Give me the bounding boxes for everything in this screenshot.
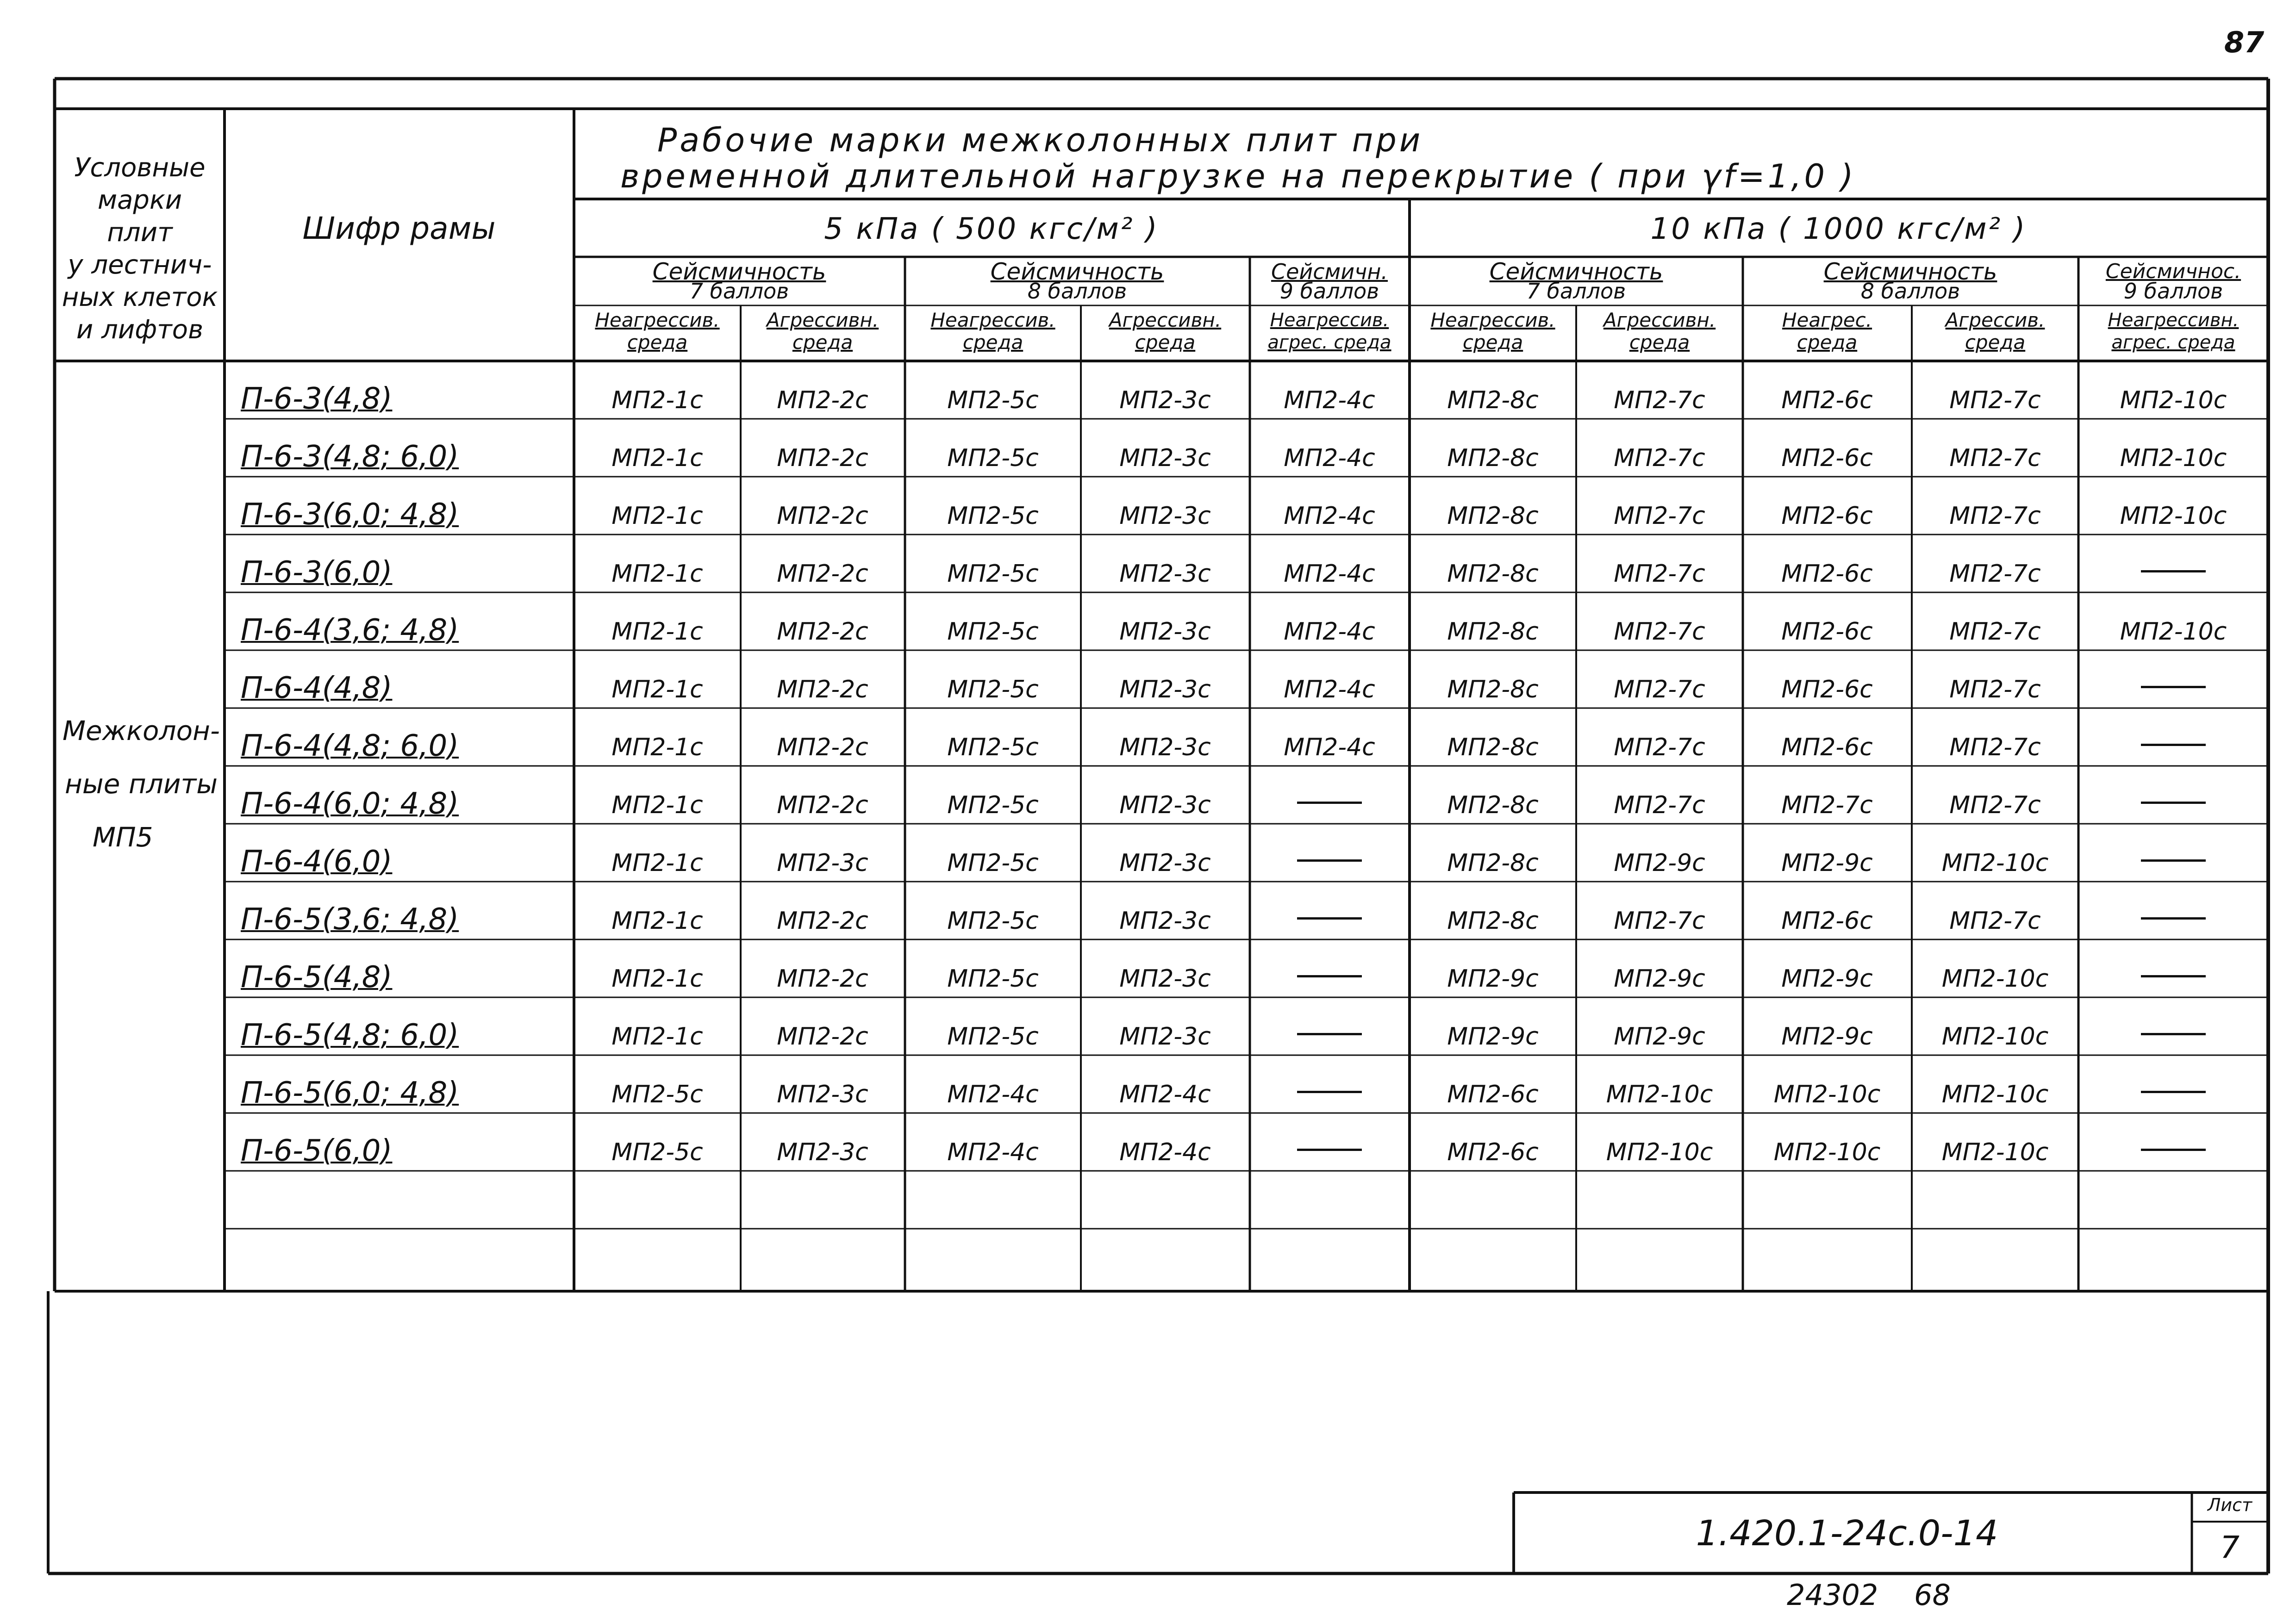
plate-mark-cell: МП2-7с xyxy=(1614,734,1705,761)
plate-mark-cell: МП2-3с xyxy=(1119,849,1211,877)
plate-mark-cell: МП2-7с xyxy=(1949,502,2041,530)
plate-mark-cell: МП2-2с xyxy=(777,907,868,935)
plate-mark-cell: МП2-3с xyxy=(1119,907,1211,935)
empty-dash xyxy=(1297,1033,1362,1035)
plate-mark-cell: МП2-4с xyxy=(1284,502,1375,530)
plate-mark-cell: МП2-10с xyxy=(1941,1023,2049,1051)
frame-code: П-6-5(4,8; 6,0) xyxy=(241,1018,459,1052)
empty-dash xyxy=(2141,917,2206,920)
plate-mark-cell: МП2-8с xyxy=(1447,907,1539,935)
plate-mark-cell: МП2-4с xyxy=(1119,1138,1211,1166)
plate-mark-cell: МП2-1с xyxy=(611,676,703,703)
plate-mark-cell: МП2-5с xyxy=(611,1081,703,1108)
plate-mark-cell: МП2-3с xyxy=(777,849,868,877)
plate-mark-cell: МП2-1с xyxy=(611,1023,703,1051)
plate-mark-cell: МП2-5с xyxy=(947,791,1039,819)
plate-mark-cell: МП2-2с xyxy=(777,560,868,588)
frame-code: П-6-5(6,0) xyxy=(241,1134,393,1168)
header-col-marks-line: и лифтов xyxy=(76,315,204,345)
plate-mark-cell: МП2-10с xyxy=(1606,1138,1713,1166)
plate-mark-cell: МП2-4с xyxy=(947,1138,1039,1166)
header-title-line2: временной длительной нагрузке на перекрытие ( при γf=1,0 ) xyxy=(620,157,1856,195)
header-env: Неагрессив. xyxy=(930,309,1055,331)
plate-mark-cell: МП2-2с xyxy=(777,965,868,993)
frame-code: П-6-3(6,0) xyxy=(241,555,393,590)
plate-mark-cell: МП2-3с xyxy=(1119,965,1211,993)
plate-mark-cell: МП2-6с xyxy=(1781,734,1873,761)
header-seismic: Сейсмичность xyxy=(1823,258,1997,285)
plate-mark-cell: МП2-8с xyxy=(1447,444,1539,472)
empty-dash xyxy=(1297,1149,1362,1151)
header-title-line1: Рабочие марки межколонных плит при xyxy=(657,121,1423,159)
empty-dash xyxy=(2141,1033,2206,1035)
empty-dash xyxy=(2141,570,2206,572)
plate-mark-cell: МП2-7с xyxy=(1949,676,2041,703)
plate-mark-cell: МП2-9с xyxy=(1614,849,1705,877)
plate-mark-cell: МП2-9с xyxy=(1447,1023,1539,1051)
plate-mark-cell: МП2-7с xyxy=(1614,618,1705,646)
plate-mark-cell: МП2-5с xyxy=(947,849,1039,877)
header-env: среда xyxy=(627,331,688,354)
plate-mark-cell: МП2-8с xyxy=(1447,560,1539,588)
plate-mark-cell: МП2-10с xyxy=(1773,1138,1881,1166)
plate-mark-cell: МП2-3с xyxy=(777,1138,868,1166)
frame-code: П-6-4(6,0) xyxy=(241,845,393,879)
header-env: среда xyxy=(962,331,1023,354)
frame-code: П-6-5(3,6; 4,8) xyxy=(241,902,459,937)
plate-mark-cell: МП2-7с xyxy=(1949,618,2041,646)
plate-mark-cell: МП2-5с xyxy=(947,444,1039,472)
plate-mark-cell: МП2-7с xyxy=(1614,502,1705,530)
plate-mark-cell: МП2-4с xyxy=(1284,618,1375,646)
plate-mark-cell: МП2-7с xyxy=(1614,907,1705,935)
plate-mark-cell: МП2-2с xyxy=(777,444,868,472)
header-env: агрес. среда xyxy=(2111,332,2235,353)
header-seismic: 9 баллов xyxy=(1279,279,1379,304)
plate-mark-cell: МП2-10с xyxy=(1773,1081,1881,1108)
empty-dash xyxy=(2141,686,2206,688)
plate-mark-cell: МП2-2с xyxy=(777,791,868,819)
header-env: среда xyxy=(1965,331,2026,354)
plate-mark-cell: МП2-3с xyxy=(1119,560,1211,588)
plate-mark-cell: МП2-7с xyxy=(1949,734,2041,761)
plate-mark-cell: МП2-5с xyxy=(947,502,1039,530)
plate-mark-cell: МП2-2с xyxy=(777,386,868,414)
plate-mark-cell: МП2-1с xyxy=(611,444,703,472)
plate-mark-cell: МП2-5с xyxy=(947,734,1039,761)
frame-code: П-6-5(4,8) xyxy=(241,960,393,995)
sheet-number: 7 xyxy=(2220,1530,2240,1565)
header-seismic: 7 баллов xyxy=(689,279,789,304)
plate-mark-cell: МП2-7с xyxy=(1614,560,1705,588)
header-load-10kpa: 10 кПа ( 1000 кгс/м² ) xyxy=(1650,212,2027,246)
plate-mark-cell: МП2-8с xyxy=(1447,676,1539,703)
frame-code: П-6-4(6,0; 4,8) xyxy=(241,787,459,821)
plate-mark-cell: МП2-4с xyxy=(1284,386,1375,414)
plate-mark-cell: МП2-8с xyxy=(1447,734,1539,761)
plate-mark-cell: МП2-7с xyxy=(1781,791,1873,819)
plate-mark-cell: МП2-4с xyxy=(1119,1081,1211,1108)
empty-dash xyxy=(2141,1091,2206,1093)
header-seismic: Сейсмичн. xyxy=(1271,259,1388,284)
plate-mark-cell: МП2-3с xyxy=(1119,1023,1211,1051)
group-label: Межколон- xyxy=(62,715,220,746)
header-seismic: Сейсмичность xyxy=(1489,258,1663,285)
header-col-marks-line: ных клеток xyxy=(62,282,218,312)
plate-mark-cell: МП2-5с xyxy=(947,676,1039,703)
plate-mark-cell: МП2-5с xyxy=(947,618,1039,646)
plate-mark-cell: МП2-3с xyxy=(1119,386,1211,414)
empty-dash xyxy=(1297,859,1362,862)
frame-code: П-6-3(6,0; 4,8) xyxy=(241,497,459,532)
empty-dash xyxy=(1297,1091,1362,1093)
plate-mark-cell: МП2-6с xyxy=(1781,386,1873,414)
plate-mark-cell: МП2-3с xyxy=(1119,734,1211,761)
plate-mark-cell: МП2-7с xyxy=(1614,386,1705,414)
plate-mark-cell: МП2-1с xyxy=(611,965,703,993)
plate-mark-cell: МП2-5с xyxy=(947,386,1039,414)
plate-mark-cell: МП2-10с xyxy=(2120,618,2227,646)
header-col-marks-line: марки xyxy=(97,185,182,215)
group-label: ные плиты xyxy=(65,768,218,800)
plate-mark-cell: МП2-9с xyxy=(1447,965,1539,993)
plate-mark-cell: МП2-6с xyxy=(1781,444,1873,472)
plate-mark-cell: МП2-2с xyxy=(777,618,868,646)
plate-mark-cell: МП2-6с xyxy=(1781,618,1873,646)
header-seismic: 9 баллов xyxy=(2123,279,2223,304)
header-env: Неагрес. xyxy=(1782,309,1872,331)
header-env: Неагрессив. xyxy=(595,309,720,331)
plate-mark-cell: МП2-3с xyxy=(1119,791,1211,819)
page-index: 68 xyxy=(1914,1578,1951,1612)
header-env: среда xyxy=(1797,331,1858,354)
plate-mark-cell: МП2-1с xyxy=(611,907,703,935)
header-env: Агрессивн. xyxy=(1603,309,1716,331)
plate-mark-cell: МП2-10с xyxy=(2120,386,2227,414)
frame-code: П-6-4(3,6; 4,8) xyxy=(241,613,459,647)
plate-mark-cell: МП2-10с xyxy=(1941,849,2049,877)
plate-mark-cell: МП2-1с xyxy=(611,618,703,646)
plate-mark-cell: МП2-6с xyxy=(1781,560,1873,588)
header-seismic: 8 баллов xyxy=(1027,279,1127,304)
header-env: агрес. среда xyxy=(1267,332,1391,353)
plate-mark-cell: МП2-3с xyxy=(1119,676,1211,703)
plate-mark-cell: МП2-5с xyxy=(611,1138,703,1166)
header-seismic: 7 баллов xyxy=(1526,279,1626,304)
plate-mark-cell: МП2-8с xyxy=(1447,502,1539,530)
plate-mark-cell: МП2-1с xyxy=(611,791,703,819)
plate-mark-cell: МП2-8с xyxy=(1447,791,1539,819)
plate-mark-cell: МП2-6с xyxy=(1447,1138,1539,1166)
empty-dash xyxy=(2141,859,2206,862)
frame-code: П-6-4(4,8) xyxy=(241,671,393,705)
plate-mark-cell: МП2-5с xyxy=(947,965,1039,993)
plate-mark-cell: МП2-8с xyxy=(1447,386,1539,414)
frame-code: П-6-5(6,0; 4,8) xyxy=(241,1076,459,1110)
header-env: Неагрессивн. xyxy=(2108,310,2239,331)
plate-mark-cell: МП2-1с xyxy=(611,502,703,530)
empty-dash xyxy=(2141,802,2206,804)
plate-mark-cell: МП2-6с xyxy=(1781,676,1873,703)
doc-code: 1.420.1-24с.0-14 xyxy=(1696,1512,1998,1554)
plate-mark-cell: МП2-4с xyxy=(1284,734,1375,761)
plate-mark-cell: МП2-7с xyxy=(1949,386,2041,414)
plate-mark-cell: МП2-9с xyxy=(1614,1023,1705,1051)
empty-dash xyxy=(1297,802,1362,804)
plate-mark-cell: МП2-6с xyxy=(1781,907,1873,935)
plate-mark-cell: МП2-8с xyxy=(1447,849,1539,877)
plate-mark-cell: МП2-2с xyxy=(777,502,868,530)
empty-dash xyxy=(2141,744,2206,746)
plate-mark-cell: МП2-9с xyxy=(1614,965,1705,993)
plate-mark-cell: МП2-2с xyxy=(777,734,868,761)
plate-mark-cell: МП2-9с xyxy=(1781,849,1873,877)
inventory-number: 24302 xyxy=(1787,1578,1878,1612)
plate-mark-cell: МП2-2с xyxy=(777,676,868,703)
plate-mark-cell: МП2-8с xyxy=(1447,618,1539,646)
plate-mark-cell: МП2-4с xyxy=(1284,444,1375,472)
plate-mark-cell: МП2-3с xyxy=(1119,618,1211,646)
frame-code: П-6-3(4,8; 6,0) xyxy=(241,440,459,474)
plate-mark-cell: МП2-9с xyxy=(1781,965,1873,993)
empty-dash xyxy=(1297,975,1362,977)
header-env: Агрессивн. xyxy=(766,309,879,331)
plate-mark-cell: МП2-4с xyxy=(947,1081,1039,1108)
header-col-marks-line: у лестнич- xyxy=(68,250,212,280)
plate-mark-cell: МП2-10с xyxy=(1941,965,2049,993)
plate-mark-cell: МП2-7с xyxy=(1614,444,1705,472)
header-env: среда xyxy=(1629,331,1690,354)
header-seismic: Сейсмичность xyxy=(990,258,1164,285)
plate-mark-cell: МП2-1с xyxy=(611,560,703,588)
plate-mark-cell: МП2-5с xyxy=(947,1023,1039,1051)
plate-mark-cell: МП2-3с xyxy=(777,1081,868,1108)
plate-mark-cell: МП2-4с xyxy=(1284,560,1375,588)
plate-mark-cell: МП2-3с xyxy=(1119,444,1211,472)
header-col-marks-line: Условные xyxy=(74,153,206,183)
header-env: Агрессив. xyxy=(1945,309,2045,331)
plate-mark-cell: МП2-1с xyxy=(611,386,703,414)
empty-dash xyxy=(1297,917,1362,920)
plate-mark-cell: МП2-5с xyxy=(947,907,1039,935)
page-number: 87 xyxy=(2224,25,2265,59)
plate-mark-cell: МП2-7с xyxy=(1949,791,2041,819)
plate-mark-cell: МП2-7с xyxy=(1614,676,1705,703)
header-load-5kpa: 5 кПа ( 500 кгс/м² ) xyxy=(824,212,1159,246)
header-env: среда xyxy=(1462,331,1523,354)
plate-mark-cell: МП2-9с xyxy=(1781,1023,1873,1051)
plate-mark-cell: МП2-1с xyxy=(611,734,703,761)
plate-mark-cell: МП2-7с xyxy=(1949,444,2041,472)
header-env: Агрессивн. xyxy=(1109,309,1222,331)
sheet-label: Лист xyxy=(2207,1495,2252,1515)
header-seismic: Сейсмичность xyxy=(652,258,826,285)
plate-mark-cell: МП2-7с xyxy=(1949,907,2041,935)
plate-mark-cell: МП2-6с xyxy=(1447,1081,1539,1108)
header-env: среда xyxy=(1135,331,1196,354)
plate-mark-cell: МП2-4с xyxy=(1284,676,1375,703)
plate-mark-cell: МП2-10с xyxy=(1606,1081,1713,1108)
plate-mark-cell: МП2-10с xyxy=(2120,502,2227,530)
plate-mark-cell: МП2-10с xyxy=(1941,1138,2049,1166)
header-col-marks-line: плит xyxy=(107,218,173,248)
header-col-frame: Шифр рамы xyxy=(302,211,496,246)
plate-mark-cell: МП2-2с xyxy=(777,1023,868,1051)
plate-mark-cell: МП2-10с xyxy=(2120,444,2227,472)
header-env: среда xyxy=(792,331,853,354)
empty-dash xyxy=(2141,975,2206,977)
plate-mark-cell: МП2-1с xyxy=(611,849,703,877)
header-seismic: Сейсмичнос. xyxy=(2105,260,2241,283)
plate-mark-cell: МП2-5с xyxy=(947,560,1039,588)
plate-mark-cell: МП2-7с xyxy=(1949,560,2041,588)
header-env: Неагрессив. xyxy=(1430,309,1555,331)
header-env: Неагрессив. xyxy=(1270,310,1389,331)
group-label: МП5 xyxy=(93,821,153,853)
frame-code: П-6-3(4,8) xyxy=(241,382,393,416)
plate-mark-cell: МП2-6с xyxy=(1781,502,1873,530)
empty-dash xyxy=(2141,1149,2206,1151)
header-seismic: 8 баллов xyxy=(1860,279,1960,304)
plate-mark-cell: МП2-10с xyxy=(1941,1081,2049,1108)
plate-mark-cell: МП2-7с xyxy=(1614,791,1705,819)
frame-code: П-6-4(4,8; 6,0) xyxy=(241,729,459,763)
plate-mark-cell: МП2-3с xyxy=(1119,502,1211,530)
